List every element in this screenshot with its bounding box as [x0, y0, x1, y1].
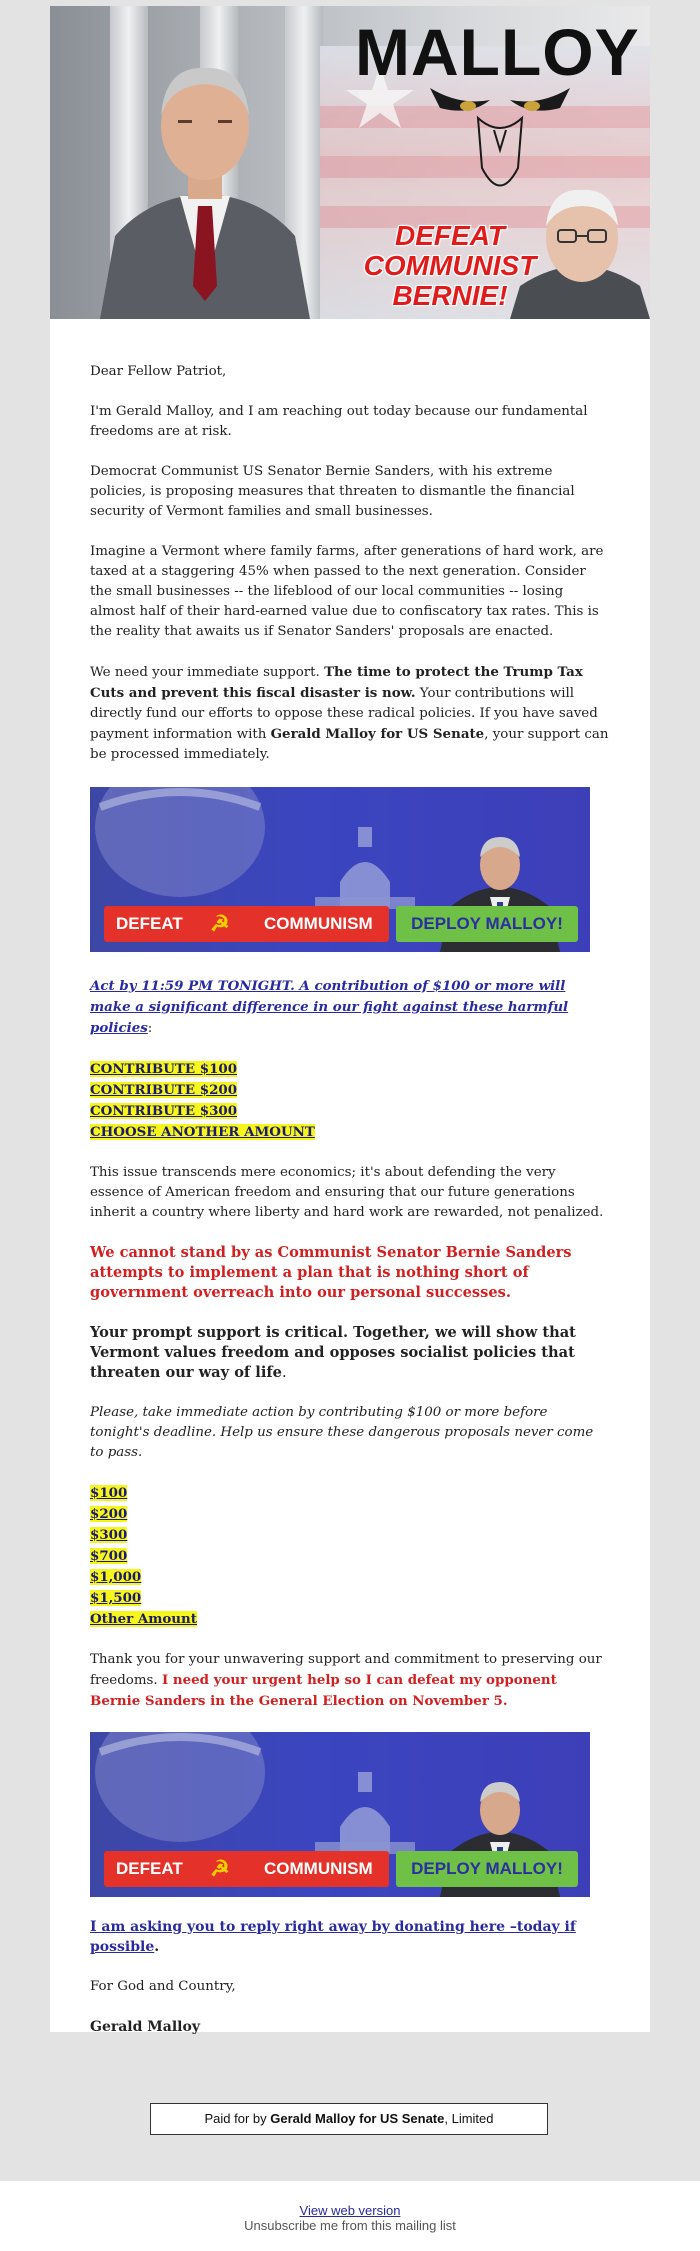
text: . [154, 1939, 160, 1955]
bold-text: Gerald Malloy for US Senate [270, 2111, 445, 2126]
contribute-100-link[interactable]: CONTRIBUTE $100 [90, 1061, 238, 1077]
email-footer [0, 2181, 700, 2251]
donate-here-link[interactable]: I am asking you to reply right away by donating here –today if possible [90, 1919, 576, 1955]
view-web-version-link[interactable]: View web version [299, 2203, 401, 2218]
banner-communism-text: COMMUNISM [264, 914, 373, 933]
amount-link[interactable]: $100 [90, 1485, 128, 1501]
text: , your support can be processed immediately. [90, 727, 609, 762]
text: : [147, 1021, 153, 1036]
email-card [50, 6, 650, 2035]
red-text: . [502, 1693, 508, 1709]
banner-communism-text: COMMUNISM [264, 1859, 373, 1878]
paid-for-by-box [150, 2103, 548, 2135]
contribute-300-link[interactable]: CONTRIBUTE $300 [90, 1103, 238, 1119]
greeting: Dear Fellow Patriot, [90, 364, 227, 379]
candidate-photo [90, 46, 320, 319]
amount-link[interactable]: $200 [90, 1506, 128, 1522]
text: Thank you for your unwavering support and commitment to preserving our freedoms. [90, 1652, 602, 1688]
brand-title: MALLOY [355, 15, 640, 89]
text: Your contributions will directly fund our efforts to oppose these radical policies. If you have saved payment information with [90, 686, 598, 742]
amount-link[interactable]: $700 [90, 1548, 128, 1564]
banner-defeat-text: DEFEAT [116, 1859, 183, 1878]
paragraph [90, 1650, 610, 1712]
paragraph [90, 662, 610, 765]
header-image [50, 6, 650, 319]
act-paragraph [90, 976, 610, 1039]
contribute-list [90, 1059, 610, 1143]
email-body [90, 362, 610, 2037]
hammer-sickle-icon: ☭ [210, 911, 230, 936]
deploy-malloy-bar: DEPLOY MALLOY! [396, 1851, 578, 1887]
defeat-communism-bar [104, 906, 389, 942]
bold-text: Gerald Malloy for US Senate [270, 726, 485, 742]
paragraph: I'm Gerald Malloy, and I am reaching out today because our fundamental freedoms are at risk. [90, 404, 588, 439]
hammer-sickle-icon: ☭ [210, 1856, 230, 1881]
paragraph: Democrat Communist US Senator Bernie Sanders, with his extreme policies, is proposing measures that threaten to dismantle the financial security of Vermont families and small businesses. [90, 464, 575, 519]
amount-link[interactable]: $300 [90, 1527, 128, 1543]
defeat-line: COMMUNIST [363, 250, 537, 281]
defeat-communism-bar [104, 1851, 389, 1887]
contribute-200-link[interactable]: CONTRIBUTE $200 [90, 1082, 238, 1098]
paragraph: Imagine a Vermont where family farms, after generations of hard work, are taxed at a staggering 45% when passed to the next generation. Consider the small businesses -- the lifeblood of our local communities -- losing almost half of their hard-earned value due to confiscatory tax rates. This is the reality that awaits us if Senator Sanders' proposals are enacted. [90, 544, 604, 639]
banner-defeat-text: DEFEAT [116, 914, 183, 933]
closing: For God and Country, [90, 1979, 236, 1994]
bold-text: The time to protect the Trump Tax Cuts and prevent this fiscal disaster is now. [90, 664, 583, 701]
act-tonight-link[interactable]: Act by 11:59 PM TONIGHT. A contribution of $100 or more will make a significant difference in our fight against these harmful policies [90, 978, 569, 1036]
paragraph: This issue transcends mere economics; it's about defending the very essence of American freedom and ensuring that our future generations inherit a country where liberty and hard work are rewarded, not penalized. [90, 1165, 604, 1220]
other-amount-link[interactable]: Other Amount [90, 1611, 197, 1627]
amount-link[interactable]: $1,000 [90, 1569, 142, 1585]
amount-list [90, 1483, 610, 1630]
defeat-bernie-heading [350, 221, 550, 311]
signature: Gerald Malloy [90, 2019, 200, 2035]
choose-another-amount-link[interactable]: CHOOSE ANOTHER AMOUNT [90, 1124, 315, 1140]
text: . [281, 1364, 287, 1381]
italic-paragraph: Please, take immediate action by contributing $100 or more before tonight's deadline. Help us ensure these dangerous proposals never come to pass. [90, 1405, 594, 1460]
text: Paid for by [204, 2111, 271, 2126]
unsubscribe-link[interactable]: Unsubscribe me from this mailing list [244, 2218, 456, 2233]
campaign-banner[interactable] [90, 787, 590, 952]
text: , Limited [444, 2111, 494, 2126]
red-paragraph: We cannot stand by as Communist Senator Bernie Sanders attempts to implement a plan that is nothing short of government overreach into our personal successes. [90, 1244, 572, 1301]
ask-paragraph [90, 1917, 610, 1957]
defeat-line: DEFEAT [395, 220, 505, 251]
defeat-line: BERNIE! [392, 280, 508, 311]
paragraph [90, 1323, 610, 1383]
text: We need your immediate support. [90, 665, 325, 680]
amount-link[interactable]: $1,500 [90, 1590, 142, 1606]
red-text: I need your urgent help so I can defeat my opponent Bernie Sanders in the General Election on November 5 [90, 1672, 557, 1709]
campaign-banner[interactable] [90, 1732, 590, 1897]
deploy-malloy-bar: DEPLOY MALLOY! [396, 906, 578, 942]
bold-text: Your prompt support is critical. Together, we will show that Vermont values freedom and opposes socialist policies that threaten our way of life [90, 1324, 576, 1381]
